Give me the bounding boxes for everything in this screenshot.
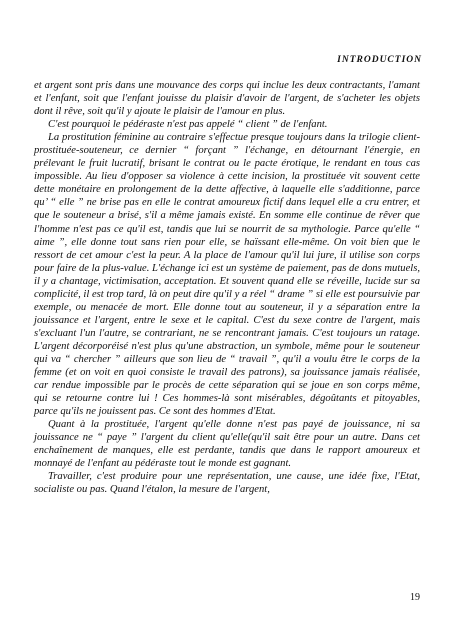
running-head: INTRODUCTION — [337, 55, 422, 65]
body-text — [34, 79, 420, 497]
paragraph-travailler: Travailler, c'est produire pour une représentation, une cause, une idée fixe, l'Etat, socialiste ou pas. Quand l'étalon, la mesure de l'argent, — [34, 471, 420, 496]
paragraph-continuation: et argent sont pris dans une mouvance des corps qui inclue les deux contractants, l'amant et l'enfant, soit que l'enfant jouisse du plaisir d'avoir de l'argent, de s'acheter les objets dont il rêve, soit qu'il y ajoute le plaisir de l'amour en plus. — [34, 80, 420, 118]
paragraph-client: C'est pourquoi le pédéraste n'est pas appelé “ client ” de l'enfant. — [48, 119, 328, 131]
paragraph-quant: Quant à la prostituée, l'argent qu'elle donne n'est pas payé de jouissance, ni sa jouissance ne “ paye ” l'argent du client qu'elle(qu'il sait être pour un autre. Dans cet enchaînement de manques, elle est perdante, tandis que dans le rapport amoureux et monnayé de l'enfant au pédéraste tout le monde est gagnant. — [34, 419, 420, 470]
paragraph-prostitution: La prostitution féminine au contraire s'effectue presque toujours dans la trilogie client-prostituée-souteneur, ce dernier “ forçant ” l'échange, en détournant l'énergie, en prélevant le fruit lucratif, brisant le contrat ou le pacte érotique, le rendant en tous cas impossible. Au lieu d'opposer sa violence à cette incision, la prostituée vit souvent cette dette monétaire en prolongement de la dette affective, à laquelle elle s'additionne, parce qu’ “ elle ” ne brise pas en elle le contrat amoureux fictif dans lequel elle a cru entrer, et que le souteneur a brisé, s'il a même jamais existé. En somme elle continue de rêver que l'homme n'est pas ce qu'il est, tandis que lui se nourrit de sa mythologie. Parce qu'elle “ aime ”, elle donne tout sans rien pour elle, se haïssant elle-même. On voit bien que le ressort de cet amour c'est la peur. A la place de l'amour qu'il lui jure, il utilise son corps pour faire de la plus-value. L'échange ici est un système de paiement, pas de dons mutuels, il y a chantage, victimisation, acceptation. Et souvent quand elle se réveille, lucide sur sa complicité, il est trop tard, là on peut dire qu'il y a réel “ drame ” si elle est poursuivie par exemple, ou menacée de mort. Elle donne tout au souteneur, il y a séparation entre la jouissance et l'argent, entre le sexe et le capital. C'est du sexe contre de l'argent, mais s'excluant l'un l'autre, se contrariant, ne se rencontrant jamais. C'est toujours un ratage. L'argent décorporéisé n'est plus qu'une abstraction, un symbole, même pour le souteneur qui va “ chercher ” ailleurs que son lieu de “ travail ”, qu'il a voulu être le corps de la femme (et on voit en quoi consiste le travail des patrons), sa jouissance jamais réalisée, car rendue impossible par le procès de cette séparation qui se joue en son corps même, qui se retourne contre lui ! Ces hommes-là sont misérables, dégoûtants et pitoyables, parce qu'ils ne jouissent pas. Ce sont des hommes d'Etat. — [34, 132, 420, 418]
page-number: 19 — [410, 592, 420, 603]
